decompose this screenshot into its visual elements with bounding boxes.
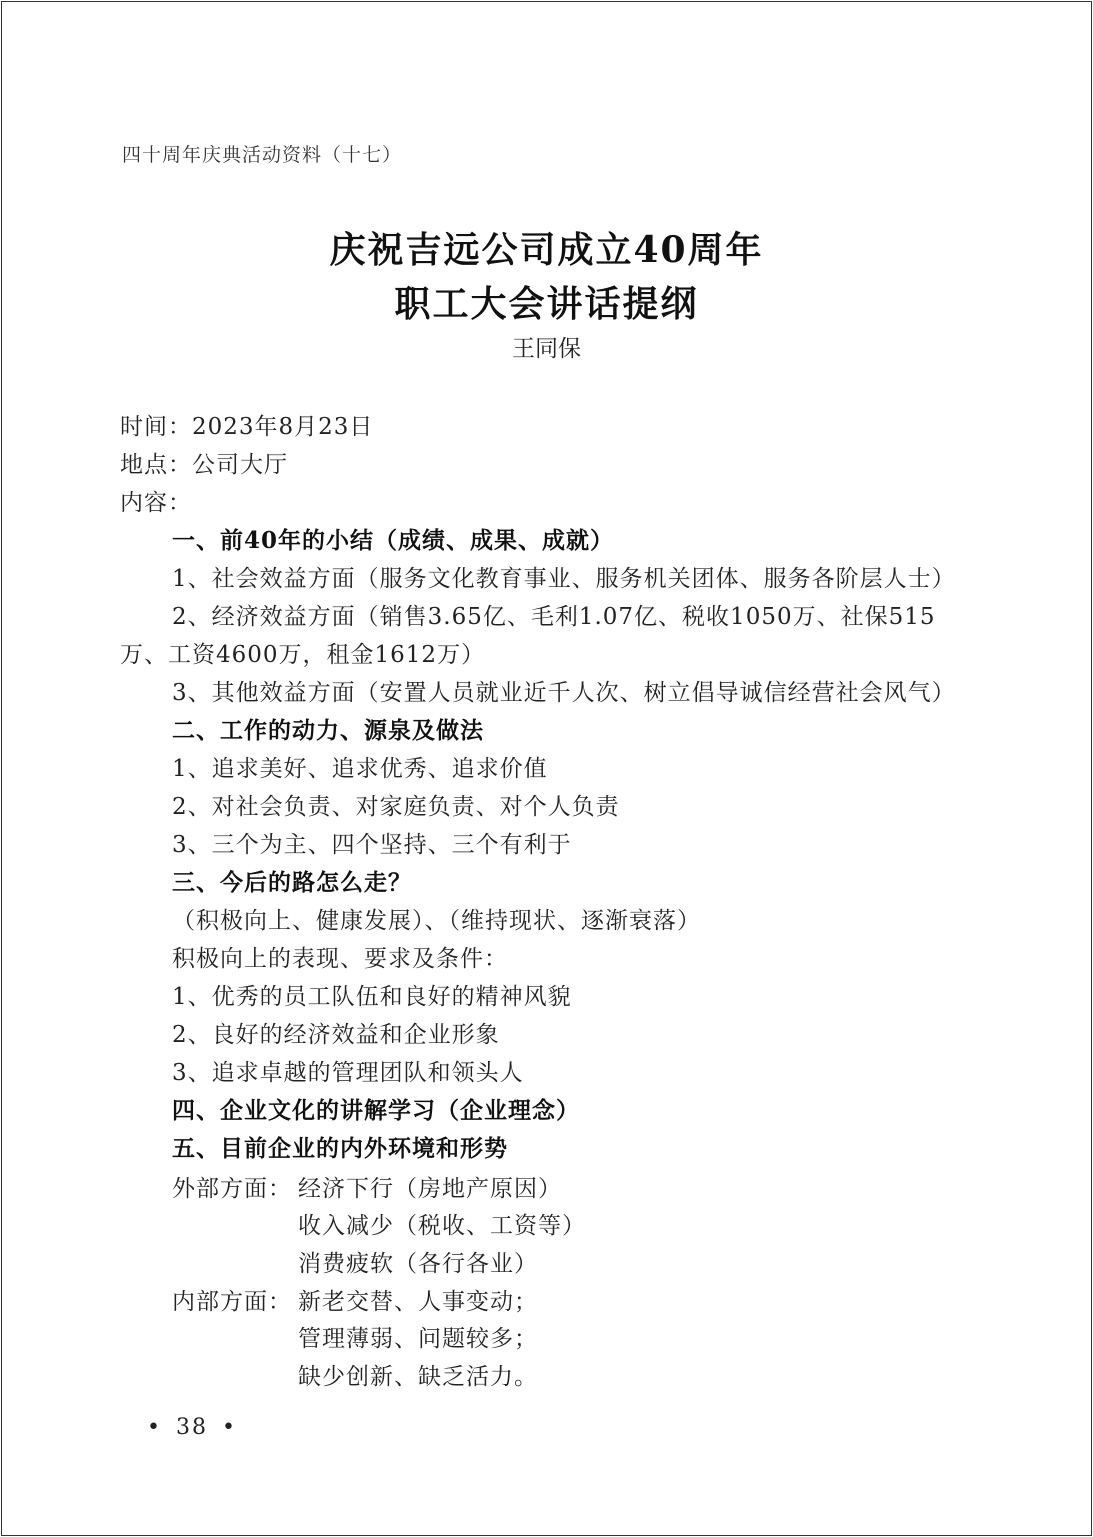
section-3-item-1: 1、优秀的员工队伍和良好的精神风貌 [172,984,572,1010]
section-3-intro: 积极向上的表现、要求及条件： [172,946,508,972]
internal-item-1: 新老交替、人事变动； [298,1289,538,1315]
page-number [133,1415,251,1440]
internal-item-2: 管理薄弱、问题较多； [298,1326,538,1352]
section-1-heading: 一、前40年的小结（成绩、成果、成就） [172,527,615,554]
section-3-item-2: 2、良好的经济效益和企业形象 [172,1022,500,1048]
external-item-1: 经济下行（房地产原因） [298,1176,562,1202]
external-item-3: 消费疲软（各行各业） [298,1251,538,1277]
internal-item-3: 缺少创新、缺乏活力。 [298,1364,538,1390]
section-2-item-2: 2、对社会负责、对家庭负责、对个人负责 [172,794,620,820]
author: 王同保 [512,336,581,362]
external-label: 外部方面： [172,1176,292,1202]
page-number-value: 38 [175,1415,208,1440]
time-line: 时间：2023年8月23日 [120,414,374,440]
section-2-item-1: 1、追求美好、追求优秀、追求价值 [172,756,548,782]
section-3-heading: 三、今后的路怎么走？ [172,869,412,896]
section-1-item-1: 1、社会效益方面（服务文化教育事业、服务机关团体、服务各阶层人士） [172,566,956,592]
content-label: 内容： [120,490,192,516]
section-1-item-3: 3、其他效益方面（安置人员就业近千人次、树立倡导诚信经营社会风气） [172,680,956,706]
running-header: 四十周年庆典活动资料（十七） [122,144,403,166]
section-2-heading: 二、工作的动力、源泉及做法 [172,717,484,744]
section-3-item-3: 3、追求卓越的管理团队和领头人 [172,1060,524,1086]
internal-label: 内部方面： [172,1289,292,1315]
title-line-2: 职工大会讲话提纲 [394,283,699,325]
section-1-item-2b: 万、工资4600万，租金1612万） [120,642,486,668]
page-number-dot-left: • [147,1415,162,1440]
external-item-2: 收入减少（税收、工资等） [298,1213,586,1239]
section-1-item-2a: 2、经济效益方面（销售3.65亿、毛利1.07亿、税收1050万、社保515 [172,604,936,630]
page-number-dot-right: • [221,1415,237,1440]
section-3-paths: （积极向上、健康发展）、（维持现状、逐渐衰落） [172,908,701,934]
title-line-1: 庆祝吉远公司成立40周年 [329,229,764,271]
section-2-item-3: 3、三个为主、四个坚持、三个有利于 [172,832,572,858]
section-4-heading: 四、企业文化的讲解学习（企业理念） [172,1097,580,1124]
location-line: 地点：公司大厅 [120,452,288,478]
section-5-heading: 五、目前企业的内外环境和形势 [172,1135,508,1162]
